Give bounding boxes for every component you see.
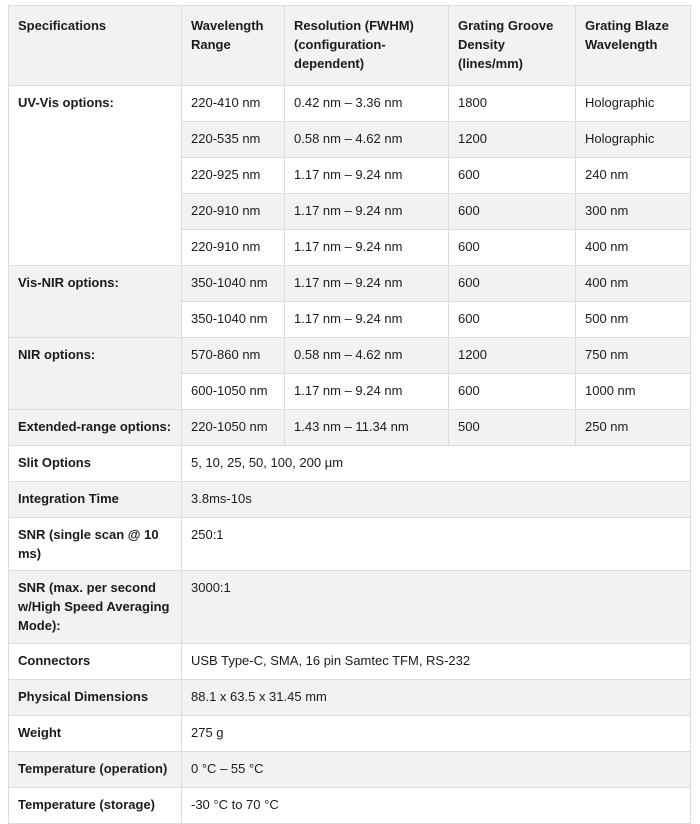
- cell-wavelength: 220-910 nm: [182, 230, 285, 266]
- cell-wavelength: 350-1040 nm: [182, 302, 285, 338]
- spec-row-connectors: [9, 644, 691, 680]
- cell-blaze: 240 nm: [576, 158, 691, 194]
- header-specifications: Specifications: [9, 6, 182, 86]
- header-groove-density: Grating Groove Density (lines/mm): [449, 6, 576, 86]
- spec-row-temperature-storage: [9, 788, 691, 824]
- spec-value: 88.1 x 63.5 x 31.45 mm: [182, 680, 691, 716]
- table-header-row: [9, 6, 691, 86]
- cell-groove-density: 1200: [449, 338, 576, 374]
- group-label-nir: NIR options:: [9, 338, 182, 410]
- table-row: [9, 410, 691, 446]
- cell-resolution: 0.42 nm – 3.36 nm: [285, 86, 449, 122]
- spec-value: 3.8ms-10s: [182, 482, 691, 518]
- cell-blaze: 250 nm: [576, 410, 691, 446]
- header-wavelength-range: Wavelength Range: [182, 6, 285, 86]
- cell-resolution: 1.17 nm – 9.24 nm: [285, 158, 449, 194]
- cell-resolution: 1.17 nm – 9.24 nm: [285, 302, 449, 338]
- table-row: [9, 86, 691, 122]
- spec-row-slit-options: [9, 446, 691, 482]
- cell-resolution: 1.17 nm – 9.24 nm: [285, 374, 449, 410]
- cell-blaze: 300 nm: [576, 194, 691, 230]
- spec-value: 0 °C – 55 °C: [182, 752, 691, 788]
- cell-blaze: 400 nm: [576, 266, 691, 302]
- cell-blaze: Holographic: [576, 122, 691, 158]
- cell-groove-density: 600: [449, 374, 576, 410]
- cell-resolution: 0.58 nm – 4.62 nm: [285, 122, 449, 158]
- cell-groove-density: 600: [449, 302, 576, 338]
- spec-row-snr-single: [9, 518, 691, 571]
- spec-label: Weight: [9, 716, 182, 752]
- spec-label: Integration Time: [9, 482, 182, 518]
- group-label-uv-vis: UV-Vis options:: [9, 86, 182, 266]
- group-label-vis-nir: Vis-NIR options:: [9, 266, 182, 338]
- spec-label: SNR (single scan @ 10 ms): [9, 518, 182, 571]
- group-label-extended-range: Extended-range options:: [9, 410, 182, 446]
- cell-resolution: 1.17 nm – 9.24 nm: [285, 230, 449, 266]
- spec-value: 5, 10, 25, 50, 100, 200 µm: [182, 446, 691, 482]
- spec-row-temperature-operation: [9, 752, 691, 788]
- cell-blaze: 400 nm: [576, 230, 691, 266]
- cell-groove-density: 600: [449, 230, 576, 266]
- spec-row-snr-max: [9, 571, 691, 644]
- spec-row-dimensions: [9, 680, 691, 716]
- cell-groove-density: 1800: [449, 86, 576, 122]
- spec-value: -30 °C to 70 °C: [182, 788, 691, 824]
- header-resolution: Resolution (FWHM) (configuration-dependent): [285, 6, 449, 86]
- cell-resolution: 0.58 nm – 4.62 nm: [285, 338, 449, 374]
- table-row: [9, 338, 691, 374]
- cell-blaze: 500 nm: [576, 302, 691, 338]
- spec-label: Physical Dimensions: [9, 680, 182, 716]
- cell-wavelength: 350-1040 nm: [182, 266, 285, 302]
- cell-blaze: 1000 nm: [576, 374, 691, 410]
- cell-blaze: Holographic: [576, 86, 691, 122]
- cell-wavelength: 220-535 nm: [182, 122, 285, 158]
- spec-table: [8, 5, 691, 824]
- cell-groove-density: 600: [449, 158, 576, 194]
- cell-resolution: 1.17 nm – 9.24 nm: [285, 266, 449, 302]
- spec-label: Slit Options: [9, 446, 182, 482]
- cell-blaze: 750 nm: [576, 338, 691, 374]
- cell-wavelength: 220-910 nm: [182, 194, 285, 230]
- header-blaze-wavelength: Grating Blaze Wavelength: [576, 6, 691, 86]
- spec-table-container: [8, 5, 690, 824]
- cell-resolution: 1.43 nm – 11.34 nm: [285, 410, 449, 446]
- cell-resolution: 1.17 nm – 9.24 nm: [285, 194, 449, 230]
- spec-value: USB Type-C, SMA, 16 pin Samtec TFM, RS-232: [182, 644, 691, 680]
- spec-value: 275 g: [182, 716, 691, 752]
- cell-wavelength: 220-1050 nm: [182, 410, 285, 446]
- cell-groove-density: 1200: [449, 122, 576, 158]
- spec-row-weight: [9, 716, 691, 752]
- cell-wavelength: 570-860 nm: [182, 338, 285, 374]
- spec-label: Connectors: [9, 644, 182, 680]
- cell-wavelength: 220-410 nm: [182, 86, 285, 122]
- cell-wavelength: 220-925 nm: [182, 158, 285, 194]
- cell-wavelength: 600-1050 nm: [182, 374, 285, 410]
- spec-value: 250:1: [182, 518, 691, 571]
- spec-value: 3000:1: [182, 571, 691, 644]
- spec-label: SNR (max. per second w/High Speed Averaging Mode):: [9, 571, 182, 644]
- spec-label: Temperature (storage): [9, 788, 182, 824]
- spec-row-integration-time: [9, 482, 691, 518]
- cell-groove-density: 600: [449, 194, 576, 230]
- spec-label: Temperature (operation): [9, 752, 182, 788]
- cell-groove-density: 600: [449, 266, 576, 302]
- cell-groove-density: 500: [449, 410, 576, 446]
- table-row: [9, 266, 691, 302]
